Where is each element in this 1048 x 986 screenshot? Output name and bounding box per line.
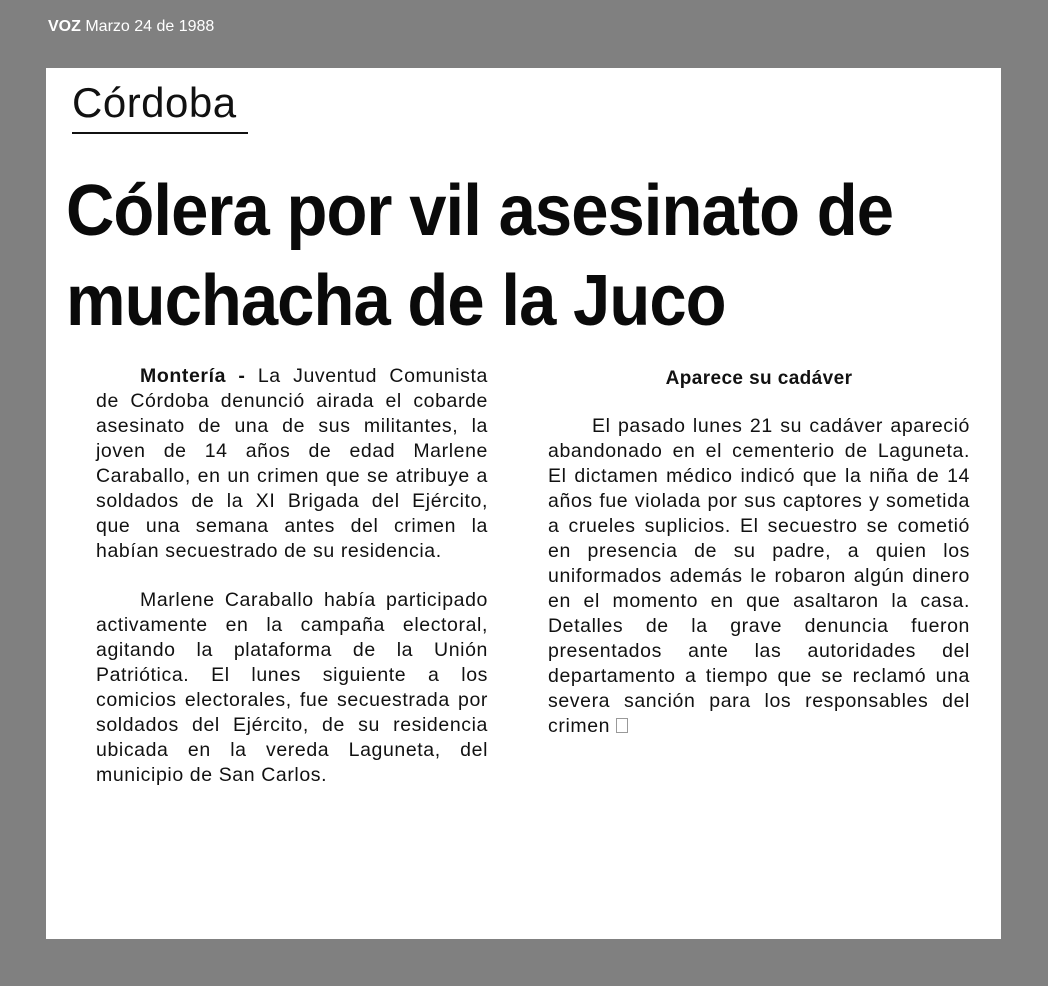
section-label: Córdoba <box>72 79 237 126</box>
subheading: Aparece su cadáver <box>665 368 853 389</box>
dateline: Montería - <box>140 365 246 387</box>
paragraph-text: El pasado lunes 21 su cadáver apareció abandonado en el cementerio de Laguneta. El dictamen médico indicó que la niña de 14 años fue violada por sus captores y sometida a crueles suplicios. El secuestro se cometió en presencia de su padre, a quien los uniformados además le robaron algún dinero en el momento en que asaltaron la casa. Detalles de la grave denuncia fueron presentados ante las autoridades del departamento a tiempo que se reclamó una severa sanción para los responsables del crimen <box>548 415 970 737</box>
publication-name: VOZ <box>48 18 81 35</box>
closing-paragraph <box>548 414 970 739</box>
right-column <box>548 414 970 739</box>
section-underline <box>72 132 248 134</box>
clipping-caption <box>48 18 214 36</box>
newspaper-clipping <box>46 68 1001 939</box>
headline: Cólera por vil asesinato de muchacha de la Juco <box>66 171 894 341</box>
left-column <box>96 364 488 788</box>
paragraph-text: La Juventud Comunista de Córdoba denunció airada el cobarde asesinato de una de sus militantes, la joven de 14 años de edad Marlene Caraballo, en un crimen que se atribuye a soldados de la XI Brigada del Ejército, que una semana antes del crimen la habían secuestrado de su residencia. <box>96 365 488 562</box>
paragraph: Marlene Caraballo había participado activamente en la campaña electoral, agitando la plataforma de la Unión Patriótica. El lunes siguiente a los comicios electorales, fue secuestrada por soldados del Ejército, de su residencia ubicada en la vereda Laguneta, del municipio de San Carlos. <box>96 589 488 786</box>
end-mark-icon <box>616 718 628 733</box>
publication-date: Marzo 24 de 1988 <box>85 18 215 35</box>
lead-paragraph <box>96 364 488 564</box>
